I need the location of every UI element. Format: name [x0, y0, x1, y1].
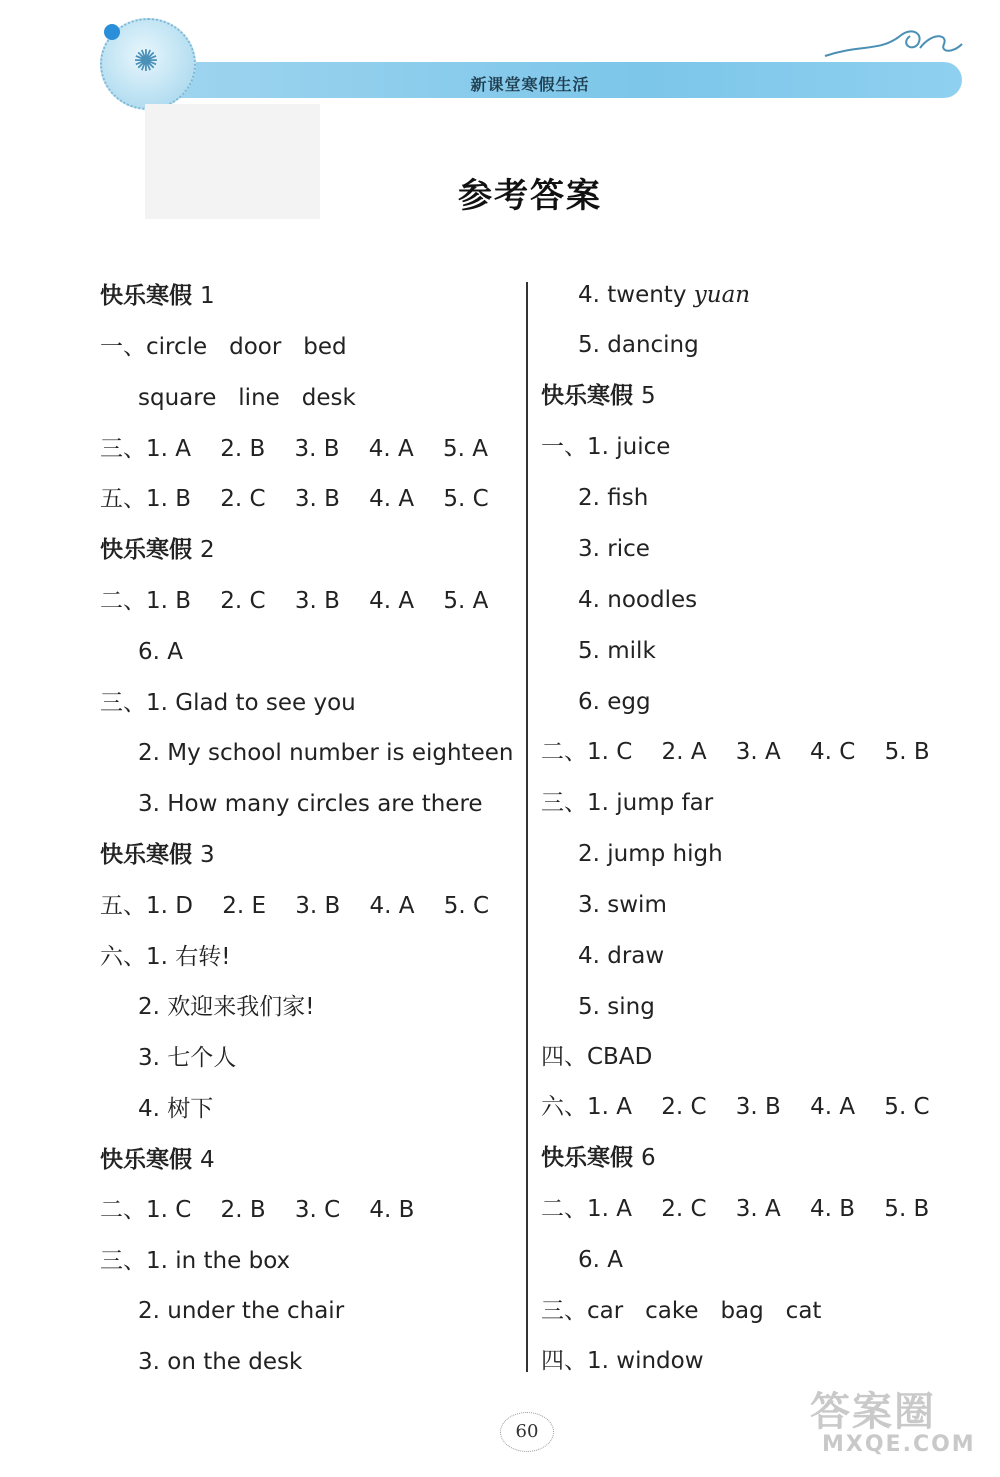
gray-placeholder-box — [145, 104, 320, 219]
answer-line: 二、1. C 2. A 3. A 4. C 5. B — [541, 739, 930, 765]
answer-line: 4. draw — [578, 943, 665, 969]
answer-line: 2. jump high — [578, 841, 723, 867]
answer-line: 六、1. A 2. C 3. B 4. A 5. C — [541, 1094, 930, 1120]
answer-line: 一、1. juice — [541, 434, 671, 460]
section-heading-1: 快乐寒假 1 — [100, 283, 215, 309]
section-heading-6: 快乐寒假 6 — [541, 1145, 656, 1171]
mascot-dot-icon — [104, 24, 120, 40]
answer-line: 4. twenty yuan — [578, 282, 751, 308]
answer-line: 五、1. B 2. C 3. B 4. A 5. C — [100, 486, 489, 512]
section-heading-3: 快乐寒假 3 — [100, 842, 215, 868]
answer-line: 3. swim — [578, 892, 667, 918]
page-title: 参考答案 — [458, 176, 602, 216]
answer-line: 5. sing — [578, 994, 655, 1020]
answer-line: 5. milk — [578, 638, 656, 664]
swirl-decoration-icon — [820, 14, 970, 64]
answer-line: 三、1. jump far — [541, 790, 714, 816]
page-number: 60 — [500, 1412, 554, 1452]
answer-line: 三、1. A 2. B 3. B 4. A 5. A — [100, 436, 489, 462]
answer-line: 二、1. B 2. C 3. B 4. A 5. A — [100, 588, 489, 614]
answer-line: 3. rice — [578, 536, 650, 562]
header-title: 新课堂寒假生活 — [470, 75, 590, 94]
answer-line: 6. A — [578, 1247, 623, 1273]
answer-line: 4. noodles — [578, 587, 698, 613]
watermark-logo: 答案圈 — [810, 1389, 936, 1435]
section-heading-5: 快乐寒假 5 — [541, 383, 656, 409]
answer-line: 6. egg — [578, 689, 651, 715]
answer-line: 一、circle door bed — [100, 334, 347, 360]
answer-line: 3. 七个人 — [138, 1045, 237, 1071]
answer-line: 六、1. 右转! — [100, 944, 231, 970]
answer-line: 三、1. in the box — [100, 1248, 291, 1274]
answer-line: 2. 欢迎来我们家! — [138, 994, 315, 1020]
answer-line: 三、1. Glad to see you — [100, 690, 356, 716]
answer-line: 二、1. A 2. C 3. A 4. B 5. B — [541, 1196, 930, 1222]
answer-line: 2. under the chair — [138, 1298, 345, 1324]
answer-line: 4. 树下 — [138, 1096, 214, 1122]
answer-line: square line desk — [138, 385, 356, 411]
answer-line: 四、CBAD — [541, 1044, 653, 1070]
answer-line: 2. My school number is eighteen — [138, 740, 514, 766]
answer-line: 3. on the desk — [138, 1349, 303, 1375]
watermark-url: MXQE.COM — [822, 1432, 976, 1457]
answer-line: 二、1. C 2. B 3. C 4. B — [100, 1197, 415, 1223]
section-heading-2: 快乐寒假 2 — [100, 537, 215, 563]
section-heading-4: 快乐寒假 4 — [100, 1147, 215, 1173]
answer-line: 2. fish — [578, 485, 649, 511]
answer-line: 6. A — [138, 639, 183, 665]
answer-line: 3. How many circles are there — [138, 791, 483, 817]
answer-line: 5. dancing — [578, 332, 699, 358]
answer-line: 五、1. D 2. E 3. B 4. A 5. C — [100, 893, 490, 919]
column-divider — [526, 282, 528, 1372]
answer-line: 四、1. window — [541, 1348, 704, 1374]
answer-line: 三、car cake bag cat — [541, 1298, 822, 1324]
mascot-face-icon: ✺ — [133, 44, 159, 79]
